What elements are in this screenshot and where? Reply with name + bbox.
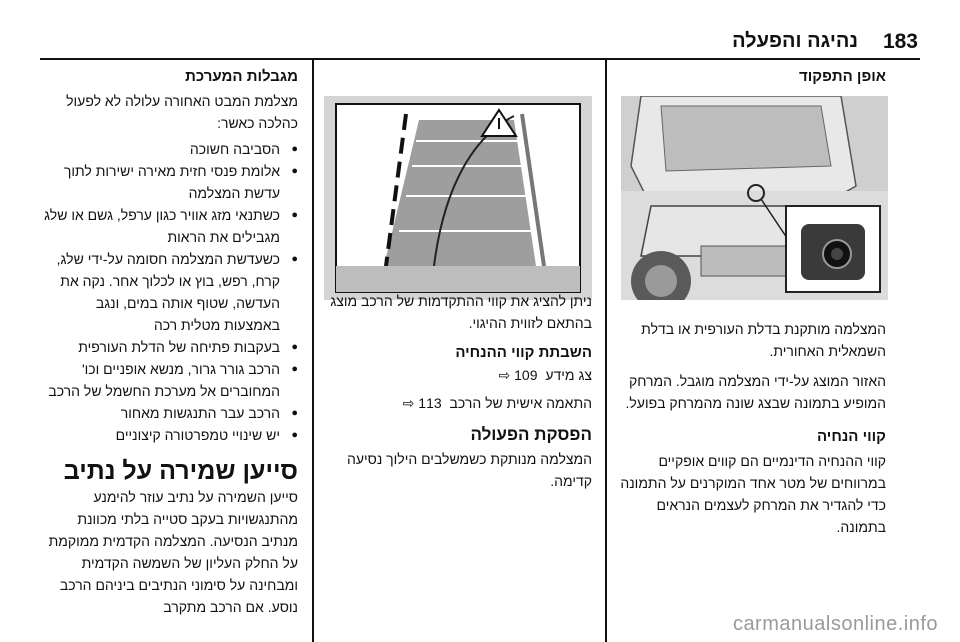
list-item: ● בעקבות פתיחה של הדלת העורפית <box>40 336 298 358</box>
lane-keep-title: סייען שמירה על נתיב <box>63 457 298 485</box>
guidelines-text: קווי ההנחיה הדינמיים הם קווים אופקיים במרווחים של מטר אחד המוקרנים על התמונה כדי להגדיר את המרחק לעצמים הנראים בתמונה. <box>620 453 886 535</box>
guidelines-caption: ניתן להציג את קווי ההתקדמות של הרכב מוצג בהתאם לזווית ההיגוי. <box>330 293 592 331</box>
personalization-page-ref[interactable]: 113 ⇨ <box>402 395 442 411</box>
list-item: ● הסביבה חשוכה <box>40 138 298 160</box>
column-divider-left <box>312 60 314 642</box>
column-divider-right <box>605 60 607 642</box>
middle-column <box>324 290 592 492</box>
list-item: ● הרכב גורר גרור, מנשא אופניים וכו' המחוברים אל מערכת החשמל של הרכב <box>40 358 298 402</box>
list-item: ● הרכב עבר התנגשות מאחור <box>40 402 298 424</box>
chapter-title: נהיגה והפעלה <box>732 30 858 52</box>
limits-body <box>40 90 298 618</box>
list-item: ● אלומת פנסי חזית מאירה ישירות לתוך עדשת המצלמה <box>40 160 298 204</box>
limits-list <box>40 138 298 446</box>
personalization-ref <box>324 392 592 414</box>
watermark: carmanualsonline.info <box>732 613 938 635</box>
list-item: ● כשעדשת המצלמה חסומה על-ידי שלג, קרח, רפש, בוץ או לכלוך אחר. נקה את העדשה, שטוף אותה במים, ונגב באמצעות מטלית רכה <box>40 248 298 336</box>
deactivation-title: הפסקת הפעולה <box>470 425 592 444</box>
info-display-page-ref[interactable]: 109 ⇨ <box>498 367 538 383</box>
list-item: ● כשתנאי מזג אוויר כגון ערפל, גשם או שלג מגבילים את הראות <box>40 204 298 248</box>
personalization-label: התאמה אישית של הרכב <box>449 395 592 411</box>
area-note: האזור המוצג על-ידי המצלמה מוגבל. המרחק המופיע בתמונה שבצג שונה מהמרחק בפועל. <box>625 373 886 411</box>
function-text <box>620 318 886 538</box>
function-title: אופן התפקוד <box>799 68 886 85</box>
limits-intro: מצלמת המבט האחורה עלולה לא לפעול כהלכה כאשר: <box>66 93 298 131</box>
header-rule <box>40 58 920 60</box>
deactivation-text: המצלמה מנותקת כשמשלבים הילוך נסיעה קדימה. <box>346 451 592 489</box>
figure-caption-camera: המצלמה מותקנת בדלת העורפית או בדלת השמאלית האחורית. <box>641 321 886 359</box>
page-number: 183 <box>882 30 918 53</box>
function-column <box>620 66 886 88</box>
list-item: ● יש שינויי טמפרטורה קיצוניים <box>40 424 298 446</box>
disable-guidelines-title: השבתת קווי ההנחיה <box>455 344 592 361</box>
guidelines-subtitle: קווי הנחיה <box>816 428 886 445</box>
camera-display-figure <box>324 96 592 300</box>
limits-column <box>40 66 298 88</box>
lane-keep-text: סייען השמירה על נתיב עוזר להימנע מהתנגשויות בעקב סטייה בלתי מכוונת מנתיב הנסיעה. המצלמה הקדמית ממוקמת על החלק העליון של השמשה הקדמית ומבחינה על סימוני הנתיבים ביניהם הרכב נוסע. אם הרכב מתקרב <box>48 489 298 615</box>
info-display-label: צג מידע <box>545 367 592 383</box>
page-header <box>40 30 920 52</box>
section-title-limits: מגבלות המערכת <box>185 68 298 85</box>
vehicle-rear-figure <box>621 96 888 300</box>
info-display-ref <box>324 364 592 386</box>
